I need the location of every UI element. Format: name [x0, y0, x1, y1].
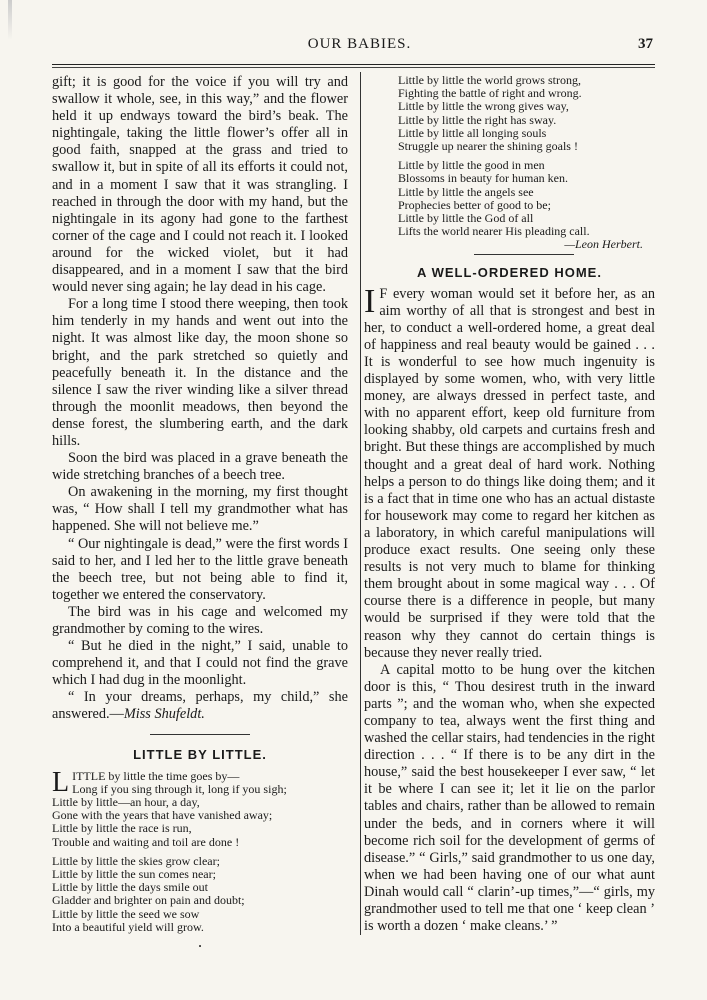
header-rule	[52, 64, 655, 65]
story-final-paragraph	[52, 689, 348, 723]
poem-line: Little by little all longing souls	[398, 125, 547, 140]
article-paragraph	[364, 282, 655, 662]
poem-line: Little by little the world grows strong,	[398, 73, 581, 87]
poem-title: LITTLE BY LITTLE.	[133, 746, 267, 762]
poem-dropcap: L	[52, 766, 70, 798]
left-column	[52, 74, 348, 953]
poem-line: ITTLE by little the time goes by—	[72, 768, 240, 783]
poem-line: Blossoms in beauty for human ken.	[398, 171, 568, 186]
story-continuation	[52, 74, 348, 724]
continuation-mark: •	[198, 942, 202, 951]
poem-line: Little by little—an hour, a day,	[52, 794, 200, 809]
poem-line: Prophecies better of good to be;	[398, 197, 551, 212]
poem-line: Long if you sing through it, long if you sigh;	[72, 781, 287, 796]
poem-line: Little by little the good in men	[398, 158, 545, 173]
poem-line: Little by little the race is run,	[52, 821, 192, 836]
poem-stanza-1	[52, 766, 348, 849]
article-title: A WELL-ORDERED HOME.	[417, 264, 602, 280]
poem-line: Little by little the right has sway.	[398, 112, 557, 127]
story-final-text: “ In your dreams, perhaps, my child,” she answered.—	[52, 689, 348, 723]
poem-stanza-4	[398, 159, 655, 238]
poem-line: Little by little the sun comes near;	[52, 866, 216, 881]
poem-line: Gone with the years that have vanished away;	[52, 808, 273, 823]
poem-line: Little by little the angels see	[398, 184, 534, 199]
story-paragraph: For a long time I stood there weeping, then took him tenderly in my hands and went out into the night. It was almost like day, the moon shone so bright, and the park stretched so quietly and peacefully beneath it. In the distance and the silence I saw the river winding like a silver thread through the moonlit meadows, then beyond the dense forest, the slumbering earth, and the dark hills.	[52, 296, 348, 449]
story-paragraph: Soon the bird was placed in a grave beneath the wide stretching branches of a beech tree.	[52, 450, 348, 484]
running-title: OUR BABIES.	[307, 36, 412, 52]
poem-line: Little by little the wrong gives way,	[398, 99, 569, 114]
poem-line: Struggle up nearer the shining goals !	[398, 139, 578, 154]
poem-line: Trouble and waiting and toil are done !	[52, 834, 240, 849]
story-paragraph: “ Our nightingale is dead,” were the first words I said to her, and I led her to the little grave beneath the beech tree, but not being able to find it, together we entered the conservatory.	[52, 535, 348, 603]
poem-body	[52, 766, 348, 954]
page-number: 37	[638, 36, 653, 52]
poem-line: Little by little the seed we sow	[52, 906, 200, 921]
poem-attribution: —Leon Herbert.	[564, 237, 643, 252]
story-paragraph: “ But he died in the night,” I said, unable to comprehend it, and that I could not find the grave which I had dug in the moonlight.	[52, 638, 348, 689]
story-paragraph: The bird was in his cage and welcomed my grandmother by coming to the wires.	[52, 603, 348, 637]
poem-stanza-2	[52, 855, 348, 934]
right-column	[364, 74, 655, 935]
page-edge-mark	[8, 0, 12, 40]
poem-line: Lifts the world nearer His pleading call.	[398, 224, 590, 239]
poem-stanza-3	[398, 74, 655, 153]
poem-continued	[364, 74, 655, 252]
story-paragraph: gift; it is good for the voice if you will try and swallow it whole, see, in this way,” and the flower held it up endways toward the bird’s beak. The nightingale, taking the little flower’s offer all in good faith, snapped at the grass and tried to swallow it, but in spite of all its efforts it could not, and in a moment I saw that it was strangling. I reached in through the door with my hand, but the nightingale in its agony had gone to the farthest corner of the cage and I could not reach it. I looked around for the wicked violet, but it had disappeared, and in a moment I saw that the bird would never sing again; he lay dead in his cage.	[52, 74, 348, 296]
article-body	[364, 282, 655, 936]
story-author: Miss Shufeldt.	[123, 706, 205, 723]
article-dropcap: I	[364, 282, 376, 320]
poem-line: Fighting the battle of right and wrong.	[398, 86, 582, 101]
story-paragraph: On awakening in the morning, my first thought was, “ How shall I tell my grandmother what has happened. She will not believe me.”	[52, 484, 348, 535]
poem-line: Little by little the God of all	[398, 211, 534, 226]
poem-line: Into a beautiful yield will grow.	[52, 919, 204, 934]
article-paragraph: A capital motto to be hung over the kitchen door is this, “ Thou desirest truth in the inward parts ”; and the woman who, when she expected company to tea, always went the first thing and washed the cellar stairs, had tendencies in the right direction . . . “ If there is to be any dirt in the house,” said the best housekeeper I ever saw, “ let it be where I can see it; let it lie on the parlor tables and chairs, rather than be allowed to remain under the beds, and in corners where it will become rich soil for the development of germs of disease.” “ Girls,” said grandmother to us one day, when we had been having one of our what aunt Dinah would call “ clarin’-up times,”—“ girls, my grandmother used to tell me that one ‘ keep clean ’ is worth a dozen ‘ make cleans.’ ”	[364, 661, 655, 935]
poem-line: Gladder and brighter on pain and doubt;	[52, 893, 245, 908]
poem-line: Little by little the skies grow clear;	[52, 853, 220, 868]
page-header	[52, 36, 667, 56]
poem-line: Little by little the days smile out	[52, 880, 208, 895]
article-paragraph-text: F every woman would set it before her, as an aim worthy of all that is strongest and best in her, to conduct a well-ordered home, a great deal of happiness and real beauty would be gained . . . It is wonderful to see how much ingenuity is displayed by some women, who, with very little money, are always dressed in perfect taste, and with no apparent effort, keep old furniture from looking shabby, old carpets and curtains fresh and bright. But these things are accomplished by much thought and a great deal of hard work. Nothing helps a person to do things like doing them; and it is a fact that in time one who has an actual distaste for housework may come to regard her kitchen as a laboratory, in which careful manipulations will produce exact results. One seeing only these results is not very much to blame for thinking them brought about in some magical way . . . Of course there is a difference in people, but many would be surprised if they were told that the reason why they cannot do certain things is because they never really tried.	[364, 285, 655, 661]
column-divider	[360, 72, 361, 935]
header-rule-thin	[52, 67, 655, 68]
